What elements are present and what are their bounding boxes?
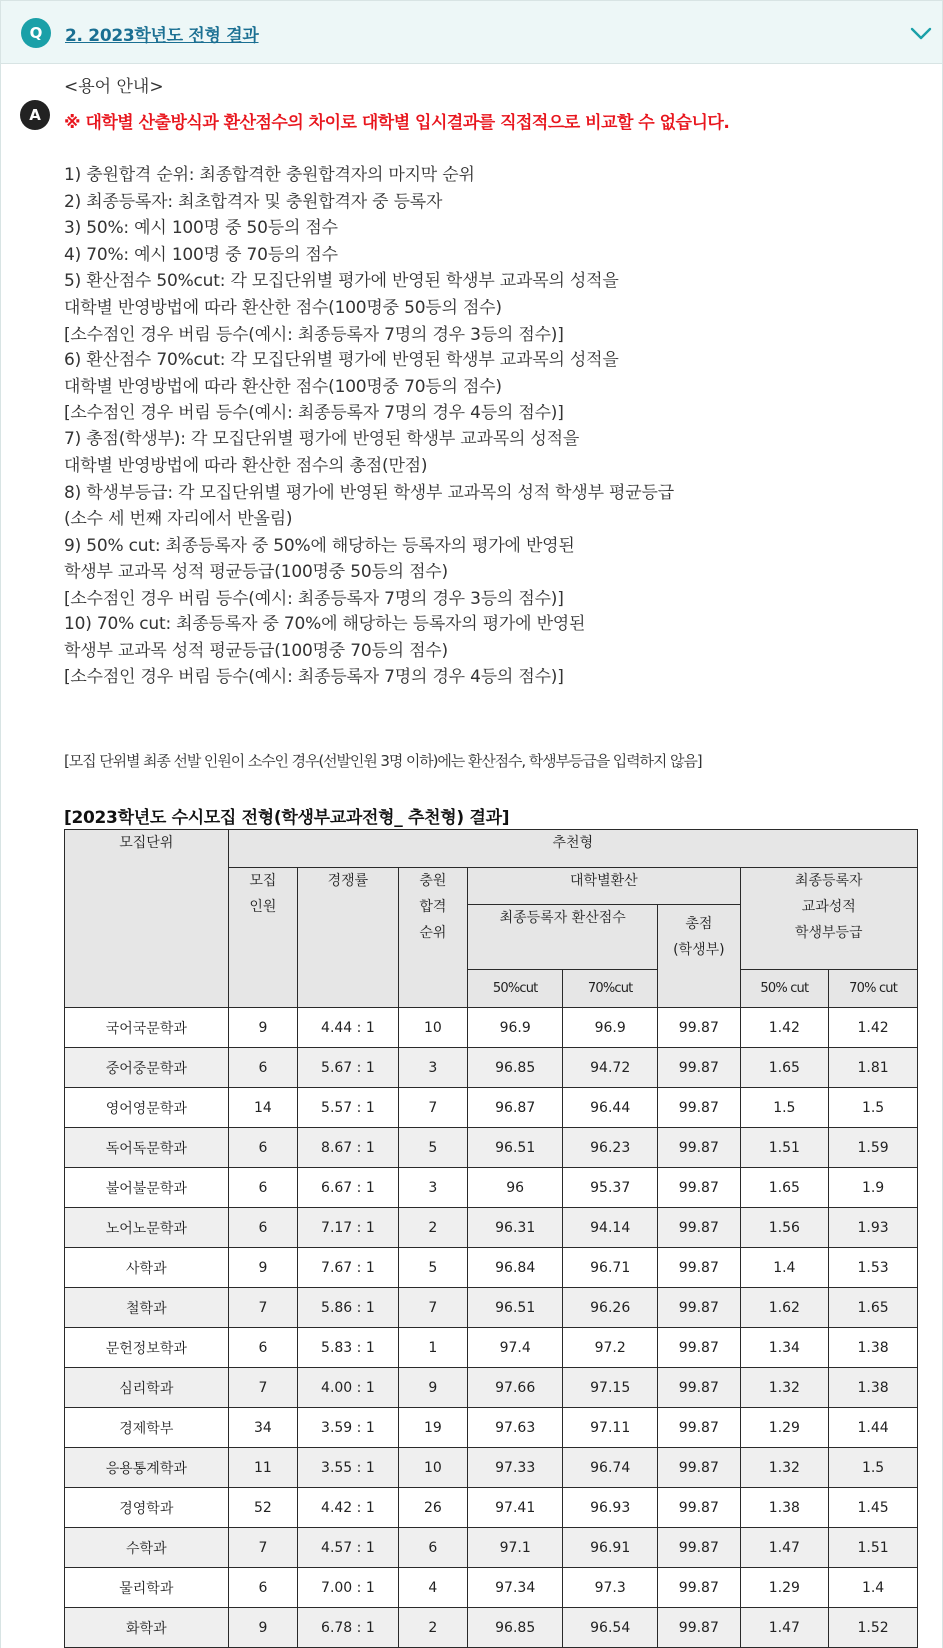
cell-grade-50: 1.5 xyxy=(740,1088,829,1128)
results-table-title: [2023학년도 수시모집 전형(학생부교과전형_ 추천형) 결과] xyxy=(64,808,510,828)
header-grade-70: 70% cut xyxy=(829,970,918,1008)
cell-ratio: 5.86 : 1 xyxy=(298,1288,398,1328)
cell-grade-70: 1.59 xyxy=(829,1128,918,1168)
cell-score-50: 97.66 xyxy=(468,1368,563,1408)
table-row xyxy=(65,1448,918,1488)
cell-total: 99.87 xyxy=(658,1488,740,1528)
cell-ratio: 6.67 : 1 xyxy=(298,1168,398,1208)
cell-unit: 응용통계학과 xyxy=(65,1448,229,1488)
table-row xyxy=(65,1168,918,1208)
cell-quota: 6 xyxy=(228,1208,298,1248)
cell-grade-50: 1.65 xyxy=(740,1168,829,1208)
cell-waitlist: 3 xyxy=(398,1048,468,1088)
header-ratio: 경쟁률 xyxy=(298,868,398,1008)
cell-score-50: 96.51 xyxy=(468,1288,563,1328)
cell-unit: 경영학과 xyxy=(65,1488,229,1528)
cell-score-70: 97.11 xyxy=(563,1408,658,1448)
cell-score-70: 97.2 xyxy=(563,1328,658,1368)
table-row xyxy=(65,1088,918,1128)
definition-line: 4) 70%: 예시 100명 중 70등의 점수 xyxy=(64,245,338,265)
cell-unit: 노어노문학과 xyxy=(65,1208,229,1248)
cell-score-70: 96.23 xyxy=(563,1128,658,1168)
cell-quota: 52 xyxy=(228,1488,298,1528)
cell-score-50: 96.31 xyxy=(468,1208,563,1248)
cell-score-70: 95.37 xyxy=(563,1168,658,1208)
cell-score-70: 94.14 xyxy=(563,1208,658,1248)
cell-quota: 6 xyxy=(228,1328,298,1368)
cell-quota: 14 xyxy=(228,1088,298,1128)
cell-total: 99.87 xyxy=(658,1328,740,1368)
cell-ratio: 4.57 : 1 xyxy=(298,1528,398,1568)
question-title[interactable]: 2. 2023학년도 전형 결과 xyxy=(65,26,259,46)
cell-waitlist: 5 xyxy=(398,1128,468,1168)
cell-grade-50: 1.38 xyxy=(740,1488,829,1528)
definition-line: [소수점인 경우 버림 등수(예시: 최종등록자 7명의 경우 4등의 점수)] xyxy=(64,667,564,687)
cell-quota: 7 xyxy=(228,1288,298,1328)
cell-score-50: 96 xyxy=(468,1168,563,1208)
cell-waitlist: 5 xyxy=(398,1248,468,1288)
terms-guide-title: <용어 안내> xyxy=(64,77,164,97)
cell-waitlist: 3 xyxy=(398,1168,468,1208)
header-grade-50: 50% cut xyxy=(740,970,829,1008)
cell-score-70: 96.74 xyxy=(563,1448,658,1488)
cell-grade-70: 1.45 xyxy=(829,1488,918,1528)
cell-ratio: 5.83 : 1 xyxy=(298,1328,398,1368)
definition-line: 대학별 반영방법에 따라 환산한 점수(100명중 50등의 점수) xyxy=(64,298,502,318)
cell-score-70: 96.91 xyxy=(563,1528,658,1568)
cell-ratio: 8.67 : 1 xyxy=(298,1128,398,1168)
definition-line: 학생부 교과목 성적 평균등급(100명중 50등의 점수) xyxy=(64,562,448,582)
cell-total: 99.87 xyxy=(658,1048,740,1088)
cell-ratio: 3.55 : 1 xyxy=(298,1448,398,1488)
cell-grade-70: 1.4 xyxy=(829,1568,918,1608)
cell-grade-50: 1.42 xyxy=(740,1008,829,1048)
cell-grade-50: 1.62 xyxy=(740,1288,829,1328)
cell-grade-50: 1.56 xyxy=(740,1208,829,1248)
cell-ratio: 5.67 : 1 xyxy=(298,1048,398,1088)
cell-total: 99.87 xyxy=(658,1248,740,1288)
cell-ratio: 7.67 : 1 xyxy=(298,1248,398,1288)
definition-line: 2) 최종등록자: 최초합격자 및 충원합격자 중 등록자 xyxy=(64,192,443,212)
cell-grade-50: 1.47 xyxy=(740,1528,829,1568)
header-final-score: 최종등록자 환산점수 xyxy=(468,905,658,970)
cell-grade-50: 1.47 xyxy=(740,1608,829,1648)
cell-quota: 7 xyxy=(228,1368,298,1408)
cell-score-50: 96.9 xyxy=(468,1008,563,1048)
cell-waitlist: 1 xyxy=(398,1328,468,1368)
cell-grade-70: 1.81 xyxy=(829,1048,918,1088)
cell-score-70: 96.44 xyxy=(563,1088,658,1128)
cell-score-50: 96.85 xyxy=(468,1048,563,1088)
cell-grade-50: 1.29 xyxy=(740,1408,829,1448)
definition-line: [소수점인 경우 버림 등수(예시: 최종등록자 7명의 경우 3등의 점수)] xyxy=(64,325,564,345)
cell-score-70: 96.26 xyxy=(563,1288,658,1328)
definition-line: 3) 50%: 예시 100명 중 50등의 점수 xyxy=(64,218,338,238)
cell-quota: 9 xyxy=(228,1608,298,1648)
table-row xyxy=(65,1048,918,1088)
cell-ratio: 4.00 : 1 xyxy=(298,1368,398,1408)
cell-total: 99.87 xyxy=(658,1408,740,1448)
cell-score-70: 96.71 xyxy=(563,1248,658,1288)
cell-unit: 심리학과 xyxy=(65,1368,229,1408)
cell-score-50: 97.63 xyxy=(468,1408,563,1448)
answer-badge: A xyxy=(20,100,50,130)
header-total: 총점 (학생부) xyxy=(658,905,740,1008)
cell-waitlist: 26 xyxy=(398,1488,468,1528)
table-row xyxy=(65,1568,918,1608)
cell-waitlist: 7 xyxy=(398,1088,468,1128)
cell-quota: 6 xyxy=(228,1568,298,1608)
cell-unit: 문헌정보학과 xyxy=(65,1328,229,1368)
definition-line: 6) 환산점수 70%cut: 각 모집단위별 평가에 반영된 학생부 교과목의 성적을 xyxy=(64,350,619,370)
cell-score-50: 97.41 xyxy=(468,1488,563,1528)
cell-grade-50: 1.65 xyxy=(740,1048,829,1088)
cell-grade-70: 1.5 xyxy=(829,1088,918,1128)
table-row xyxy=(65,1128,918,1168)
header-waitlist: 충원 합격 순위 xyxy=(398,868,468,1008)
cell-score-70: 97.15 xyxy=(563,1368,658,1408)
cell-grade-70: 1.44 xyxy=(829,1408,918,1448)
cell-unit: 독어독문학과 xyxy=(65,1128,229,1168)
small-quota-note: [모집 단위별 최종 선발 인원이 소수인 경우(선발인원 3명 이하)에는 환산점수, 학생부등급을 입력하지 않음] xyxy=(64,752,702,770)
table-row xyxy=(65,1488,918,1528)
definition-line: 8) 학생부등급: 각 모집단위별 평가에 반영된 학생부 교과목의 성적 학생부 평균등급 xyxy=(64,483,674,503)
header-final-grade: 최종등록자 교과성적 학생부등급 xyxy=(740,868,917,970)
cell-total: 99.87 xyxy=(658,1008,740,1048)
cell-total: 99.87 xyxy=(658,1528,740,1568)
cell-quota: 34 xyxy=(228,1408,298,1448)
faq-question-bar[interactable] xyxy=(0,0,943,64)
cell-total: 99.87 xyxy=(658,1288,740,1328)
cell-total: 99.87 xyxy=(658,1088,740,1128)
cell-unit: 철학과 xyxy=(65,1288,229,1328)
definition-line: 대학별 반영방법에 따라 환산한 점수의 총점(만점) xyxy=(64,456,428,476)
cell-grade-70: 1.42 xyxy=(829,1008,918,1048)
cell-ratio: 5.57 : 1 xyxy=(298,1088,398,1128)
cell-unit: 수학과 xyxy=(65,1528,229,1568)
cell-grade-50: 1.29 xyxy=(740,1568,829,1608)
cell-total: 99.87 xyxy=(658,1168,740,1208)
cell-total: 99.87 xyxy=(658,1568,740,1608)
cell-score-50: 96.85 xyxy=(468,1608,563,1648)
definition-line: 10) 70% cut: 최종등록자 중 70%에 해당하는 등록자의 평가에 반영된 xyxy=(64,614,586,634)
cell-quota: 6 xyxy=(228,1168,298,1208)
cell-total: 99.87 xyxy=(658,1608,740,1648)
cell-grade-50: 1.4 xyxy=(740,1248,829,1288)
cell-waitlist: 10 xyxy=(398,1448,468,1488)
cell-grade-70: 1.5 xyxy=(829,1448,918,1488)
cell-score-50: 97.34 xyxy=(468,1568,563,1608)
cell-score-50: 97.4 xyxy=(468,1328,563,1368)
cell-score-70: 96.9 xyxy=(563,1008,658,1048)
cell-grade-70: 1.52 xyxy=(829,1608,918,1648)
cell-score-70: 97.3 xyxy=(563,1568,658,1608)
cell-grade-70: 1.53 xyxy=(829,1248,918,1288)
cell-quota: 6 xyxy=(228,1048,298,1088)
cell-total: 99.87 xyxy=(658,1448,740,1488)
cell-quota: 11 xyxy=(228,1448,298,1488)
cell-ratio: 7.00 : 1 xyxy=(298,1568,398,1608)
header-quota: 모집 인원 xyxy=(228,868,298,1008)
cell-grade-70: 1.38 xyxy=(829,1368,918,1408)
cell-total: 99.87 xyxy=(658,1208,740,1248)
definition-line: (소수 세 번째 자리에서 반올림) xyxy=(64,509,293,529)
cell-grade-70: 1.65 xyxy=(829,1288,918,1328)
cell-score-50: 97.33 xyxy=(468,1448,563,1488)
table-row xyxy=(65,1528,918,1568)
table-row xyxy=(65,1288,918,1328)
cell-unit: 물리학과 xyxy=(65,1568,229,1608)
definition-line: [소수점인 경우 버림 등수(예시: 최종등록자 7명의 경우 4등의 점수)] xyxy=(64,403,564,423)
cell-waitlist: 10 xyxy=(398,1008,468,1048)
table-row xyxy=(65,1248,918,1288)
table-row xyxy=(65,1328,918,1368)
admission-results-table xyxy=(64,829,918,1648)
cell-waitlist: 6 xyxy=(398,1528,468,1568)
cell-waitlist: 2 xyxy=(398,1208,468,1248)
table-row xyxy=(65,1368,918,1408)
cell-unit: 경제학부 xyxy=(65,1408,229,1448)
cell-unit: 국어국문학과 xyxy=(65,1008,229,1048)
definition-line: 학생부 교과목 성적 평균등급(100명중 70등의 점수) xyxy=(64,641,448,661)
cell-quota: 9 xyxy=(228,1248,298,1288)
cell-ratio: 4.44 : 1 xyxy=(298,1008,398,1048)
cell-total: 99.87 xyxy=(658,1128,740,1168)
definition-line: 9) 50% cut: 최종등록자 중 50%에 해당하는 등록자의 평가에 반영된 xyxy=(64,536,575,556)
cell-grade-50: 1.32 xyxy=(740,1368,829,1408)
cell-unit: 중어중문학과 xyxy=(65,1048,229,1088)
header-unit: 모집단위 xyxy=(65,830,229,1008)
cell-ratio: 6.78 : 1 xyxy=(298,1608,398,1648)
cell-grade-70: 1.93 xyxy=(829,1208,918,1248)
header-score-50: 50%cut xyxy=(468,970,563,1008)
cell-ratio: 4.42 : 1 xyxy=(298,1488,398,1528)
definition-line: 5) 환산점수 50%cut: 각 모집단위별 평가에 반영된 학생부 교과목의 성적을 xyxy=(64,271,619,291)
table-row xyxy=(65,1008,918,1048)
cell-ratio: 3.59 : 1 xyxy=(298,1408,398,1448)
header-track: 추천형 xyxy=(228,830,917,868)
cell-unit: 불어불문학과 xyxy=(65,1168,229,1208)
cell-grade-70: 1.51 xyxy=(829,1528,918,1568)
cell-score-50: 96.51 xyxy=(468,1128,563,1168)
cell-quota: 9 xyxy=(228,1008,298,1048)
definition-line: 1) 충원합격 순위: 최종합격한 충원합격자의 마지막 순위 xyxy=(64,165,475,185)
cell-score-70: 96.93 xyxy=(563,1488,658,1528)
cell-unit: 사학과 xyxy=(65,1248,229,1288)
cell-quota: 6 xyxy=(228,1128,298,1168)
header-converted: 대학별환산 xyxy=(468,868,740,905)
chevron-down-icon[interactable] xyxy=(909,21,933,45)
definition-line: [소수점인 경우 버림 등수(예시: 최종등록자 7명의 경우 3등의 점수)] xyxy=(64,589,564,609)
definition-line: 7) 총점(학생부): 각 모집단위별 평가에 반영된 학생부 교과목의 성적을 xyxy=(64,429,580,449)
cell-score-50: 97.1 xyxy=(468,1528,563,1568)
cell-waitlist: 19 xyxy=(398,1408,468,1448)
cell-unit: 영어영문학과 xyxy=(65,1088,229,1128)
cell-score-70: 94.72 xyxy=(563,1048,658,1088)
table-row xyxy=(65,1608,918,1648)
header-score-70: 70%cut xyxy=(563,970,658,1008)
cell-grade-50: 1.34 xyxy=(740,1328,829,1368)
cell-score-70: 96.54 xyxy=(563,1608,658,1648)
cell-grade-50: 1.51 xyxy=(740,1128,829,1168)
cell-score-50: 96.87 xyxy=(468,1088,563,1128)
comparison-warning: ※ 대학별 산출방식과 환산점수의 차이로 대학별 입시결과를 직접적으로 비교할 수 없습니다. xyxy=(64,113,730,133)
cell-score-50: 96.84 xyxy=(468,1248,563,1288)
question-badge: Q xyxy=(21,18,51,48)
results-table-body xyxy=(65,1008,918,1648)
cell-grade-50: 1.32 xyxy=(740,1448,829,1488)
cell-waitlist: 2 xyxy=(398,1608,468,1648)
cell-grade-70: 1.9 xyxy=(829,1168,918,1208)
cell-unit: 화학과 xyxy=(65,1608,229,1648)
cell-quota: 7 xyxy=(228,1528,298,1568)
cell-ratio: 7.17 : 1 xyxy=(298,1208,398,1248)
cell-waitlist: 7 xyxy=(398,1288,468,1328)
cell-waitlist: 9 xyxy=(398,1368,468,1408)
cell-grade-70: 1.38 xyxy=(829,1328,918,1368)
table-row xyxy=(65,1408,918,1448)
cell-total: 99.87 xyxy=(658,1368,740,1408)
cell-waitlist: 4 xyxy=(398,1568,468,1608)
definition-line: 대학별 반영방법에 따라 환산한 점수(100명중 70등의 점수) xyxy=(64,377,502,397)
table-row xyxy=(65,1208,918,1248)
